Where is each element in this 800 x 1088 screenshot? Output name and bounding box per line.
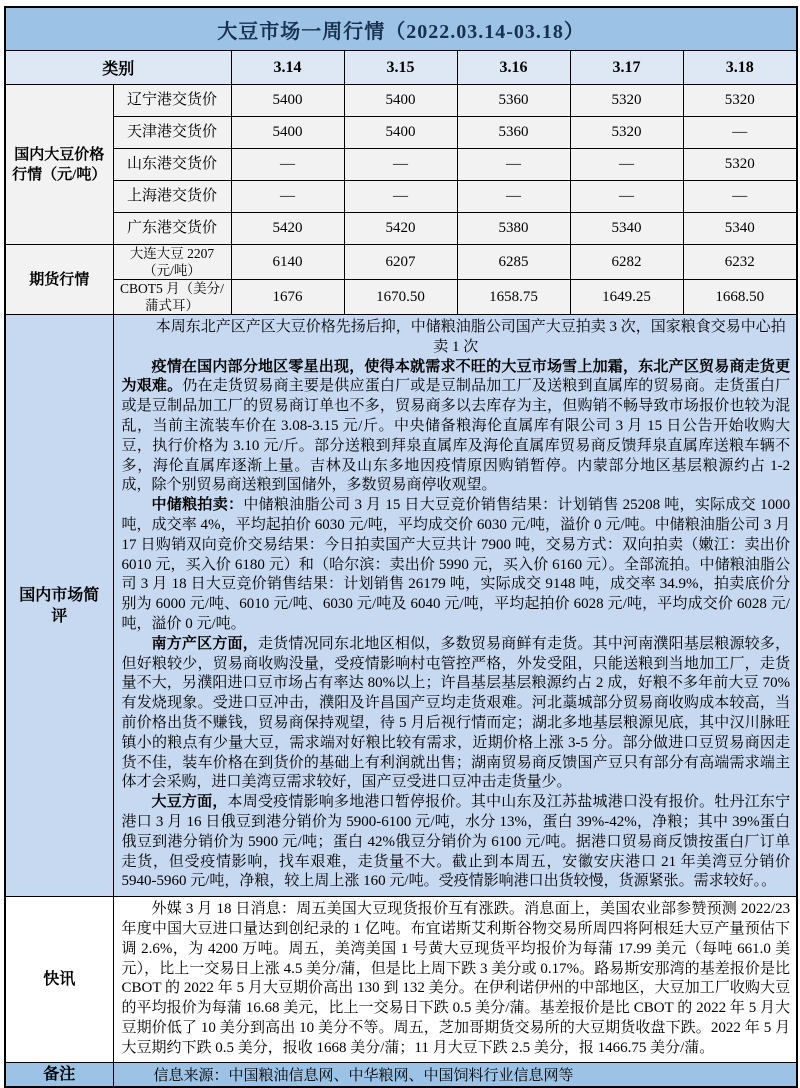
price-cell: 5420: [344, 213, 457, 245]
price-cell: —: [231, 181, 344, 213]
price-cell: 1670.50: [344, 280, 457, 315]
paragraph-lead: 疫情在国内部分地区零星出现，使得本就需求不旺的大豆市场雪上加霜，东北产区贸易商走货更为艰难。: [121, 358, 791, 395]
report-table: [4, 6, 798, 1088]
remark-label: 备注: [5, 1063, 113, 1088]
table-row: [5, 213, 797, 245]
price-cell: 1649.25: [570, 280, 683, 315]
price-cell: —: [570, 149, 683, 181]
price-cell: 6285: [457, 245, 570, 280]
table-row: [5, 117, 797, 149]
price-cell: 1676: [231, 280, 344, 315]
row-label: 广东港交货价: [113, 213, 231, 245]
price-cell: 6207: [344, 245, 457, 280]
row-label: 天津港交货价: [113, 117, 231, 149]
market-review-body: [113, 315, 797, 897]
paragraph-text: 中储粮油脂公司 3 月 15 日大豆竞价销售结果：计划销售 25208 吨，实际成交 1000 吨，成交率 4%，平均起拍价 6030 元/吨，平均成交价 6030 元/吨，溢价 0 元/吨。中储粮油脂公司 3 月 17 日购销双向竞价交易结果：今日拍卖国产大豆共计 7900 吨，交易方式：双向拍卖（嫩江：卖出价 6010 元，买入价 6180 元）和（哈尔滨：卖出价 5990 元，买入价 6160 元）。全部流拍。中储粮油脂公司 3 月 18 日大豆竞价销售结果：计划销售 26179 吨，实际成交 9148 吨，成交率 34.9%，拍卖底价分别为 6000 元/吨、6010 元/吨、6030 元/吨及 6040 元/吨，平均起拍价 6028 元/吨，平均成交价 6028 元/吨，溢价 0 元/吨。: [121, 497, 791, 632]
paragraph-text: 仍在走货贸易商主要是供应蛋白厂或是豆制品加工厂及送粮到直属库的贸易商。走货蛋白厂或是豆制品加工厂的贸易商订单也不多，贸易商多以去库存为主，但购销不畅导致市场报价也较为混乱，当前主流装车价在 3.08-3.15 元/斤。中央储备粮海伦直属库有限公司 3 月 15 日公告开始收购大豆，执行价格为 3.10 元/斤。部分送粮到拜泉直属库及海伦直属库贸易商反馈拜泉直属库送粮车辆不多，海伦直属库逐渐上量。吉林及山东多地因疫情原因购销暂停。内蒙部分地区基层粮源约占 1-2 成，除个别贸易商送粮到国储外，多数贸易商停收观望。: [121, 378, 791, 494]
paragraph-lead: 南方产区方面，: [151, 635, 258, 652]
date-header: 3.14: [231, 51, 344, 85]
price-cell: 5320: [683, 85, 797, 117]
price-cell: 5360: [457, 85, 570, 117]
price-cell: 5320: [683, 149, 797, 181]
row-label: CBOT5 月（美分/蒲式耳）: [113, 280, 231, 315]
row-label: 上海港交货价: [113, 181, 231, 213]
review-paragraph: [122, 635, 791, 793]
paragraph-text: 本周受疫情影响多地港口暂停报价。其中山东及江苏盐城港口没有报价。牡丹江东宁港口 3 月 16 日俄豆到港分销价为 5900-6100 元/吨，水分 13%，蛋白 39%-42%，净粮；其中 39%蛋白俄豆到港分销价为 5900 元/吨；蛋白 42%俄豆分销价为 6100 元/吨。据港口贸易商反馈按蛋白厂订单走货，但受疫情影响，找车艰难，走货量不大。截止到本周五，安徽安庆港口 21 年美湾豆分销价 5940-5960 元/吨，净粮，较上周上涨 160 元/吨。受疫情影响港口出货较慢，货源紧张。需求较好。。: [121, 794, 791, 890]
market-review-row: [5, 315, 797, 897]
price-cell: —: [570, 181, 683, 213]
remark-source-text: 信息来源：中国粮油信息网、中华粮网、中国饲料行业信息网等: [113, 1063, 797, 1088]
table-row: [5, 280, 797, 315]
price-cell: 5420: [231, 213, 344, 245]
news-row: [5, 897, 797, 1063]
title-row: [5, 7, 797, 51]
review-intro-line: 本周东北产区产区大豆价格先扬后抑，中储粮油脂公司国产大豆拍卖 3 次，国家粮食交易中心拍卖 1 次: [155, 319, 786, 355]
price-cell: —: [457, 149, 570, 181]
paragraph-lead: 中储粮拍卖：: [151, 497, 244, 514]
price-cell: 5380: [457, 213, 570, 245]
row-label: 山东港交货价: [113, 149, 231, 181]
price-cell: 5400: [231, 85, 344, 117]
price-cell: 6232: [683, 245, 797, 280]
price-cell: 6140: [231, 245, 344, 280]
table-row: [5, 181, 797, 213]
review-paragraph: [122, 358, 791, 497]
price-cell: 5400: [344, 85, 457, 117]
paragraph-lead: 大豆方面，: [151, 794, 228, 811]
price-cell: 5400: [231, 117, 344, 149]
price-cell: 1658.75: [457, 280, 570, 315]
price-cell: —: [683, 117, 797, 149]
market-review-label: 国内市场简评: [5, 315, 113, 897]
price-cell: —: [457, 181, 570, 213]
news-body: [113, 897, 797, 1063]
price-cell: 6282: [570, 245, 683, 280]
price-cell: 5360: [457, 117, 570, 149]
table-row: [5, 149, 797, 181]
price-cell: 1668.50: [683, 280, 797, 315]
row-label: 辽宁港交货价: [113, 85, 231, 117]
news-label: 快讯: [5, 897, 113, 1063]
column-header-row: [5, 51, 797, 85]
paragraph-text: 走货情况同东北地区相似，多数贸易商鲜有走货。其中河南濮阳基层粮源较多，但好粮较少，贸易商收购没量，受疫情影响村屯管控严格，外发受阻，只能送粮到当地加工厂，走货量不大，另濮阳进口豆市场占有率达 80%以上；许昌基层基层粮源约占 2 成，好粮不多年前大豆 70%有发烧现象。受进口豆冲击，濮阳及许昌国产豆均走货艰难。河北藁城部分贸易商收购成本较高，当前价格出货不赚钱，贸易商保持观望，待 5 月后视行情而定；湖北多地基层粮源见底，其中汉川脉旺镇小的粮点有少量大豆，需求端对好粮比较有需求，近期价格上涨 3-5 分。部分做进口豆贸易商因走货不佳，装车价格在到货价的基础上有利润就出售；湖南贸易商反馈国产豆只有部分有高端需求端主体才会采购，进口美湾豆需求较好，国产豆受进口豆冲击走货量少。: [121, 635, 791, 791]
futures-group-label: 期货行情: [5, 245, 113, 315]
category-header: 类别: [5, 51, 231, 85]
price-cell: 5320: [570, 117, 683, 149]
review-paragraph: [122, 496, 791, 635]
row-label: 大连大豆 2207（元/吨）: [113, 245, 231, 280]
date-header: 3.16: [457, 51, 570, 85]
date-header: 3.17: [570, 51, 683, 85]
domestic-group-label: 国内大豆价格行情（元/吨）: [5, 85, 113, 245]
price-cell: —: [344, 149, 457, 181]
table-row: [5, 245, 797, 280]
remark-row: [5, 1063, 797, 1088]
review-paragraph: [122, 793, 791, 892]
news-paragraph: 外媒 3 月 18 日消息：周五美国大豆现货报价互有涨跌。消息面上，美国农业部参赞预测 2022/23 年度中国大豆进口量达到创纪录的 1 亿吨。布宜诺斯艾利斯谷物交易所周四将阿根廷大豆产量预估下调 2.6%，为 4200 万吨。周五，美湾美国 1 号黄大豆现货平均报价为每蒲 17.99 美元（每吨 661.0 美元），比上一交易日上涨 4.5 美分/蒲，但是比上周下跌 3 美分或 0.17%。路易斯安那湾的基差报价是比 CBOT 的 2022 年 5 月大豆期价高出 130 到 132 美分。在伊利诺伊州的中部地区，大豆加工厂收购大豆的平均报价为每蒲 16.68 美元，比上一交易日下跌 0.5 美分/蒲。基差报价是比 CBOT 的 2022 年 5 月大豆期价低了 10 美分到高出 10 美分不等。周五，芝加哥期货交易所的大豆期货收盘下跌。2022 年 5 月大豆期约下跌 0.5 美分，报收 1668 美分/蒲；11 月大豆下跌 2.5 美分，报 1466.75 美分/蒲。: [121, 901, 791, 1056]
price-cell: —: [231, 149, 344, 181]
weekly-soybean-report: [4, 6, 796, 1088]
price-cell: —: [344, 181, 457, 213]
price-cell: 5320: [570, 85, 683, 117]
price-cell: 5340: [683, 213, 797, 245]
price-cell: —: [683, 181, 797, 213]
table-row: [5, 85, 797, 117]
price-cell: 5400: [344, 117, 457, 149]
page-title: 大豆市场一周行情（2022.03.14-03.18）: [5, 7, 797, 51]
price-cell: 5340: [570, 213, 683, 245]
date-header: 3.18: [683, 51, 797, 85]
date-header: 3.15: [344, 51, 457, 85]
